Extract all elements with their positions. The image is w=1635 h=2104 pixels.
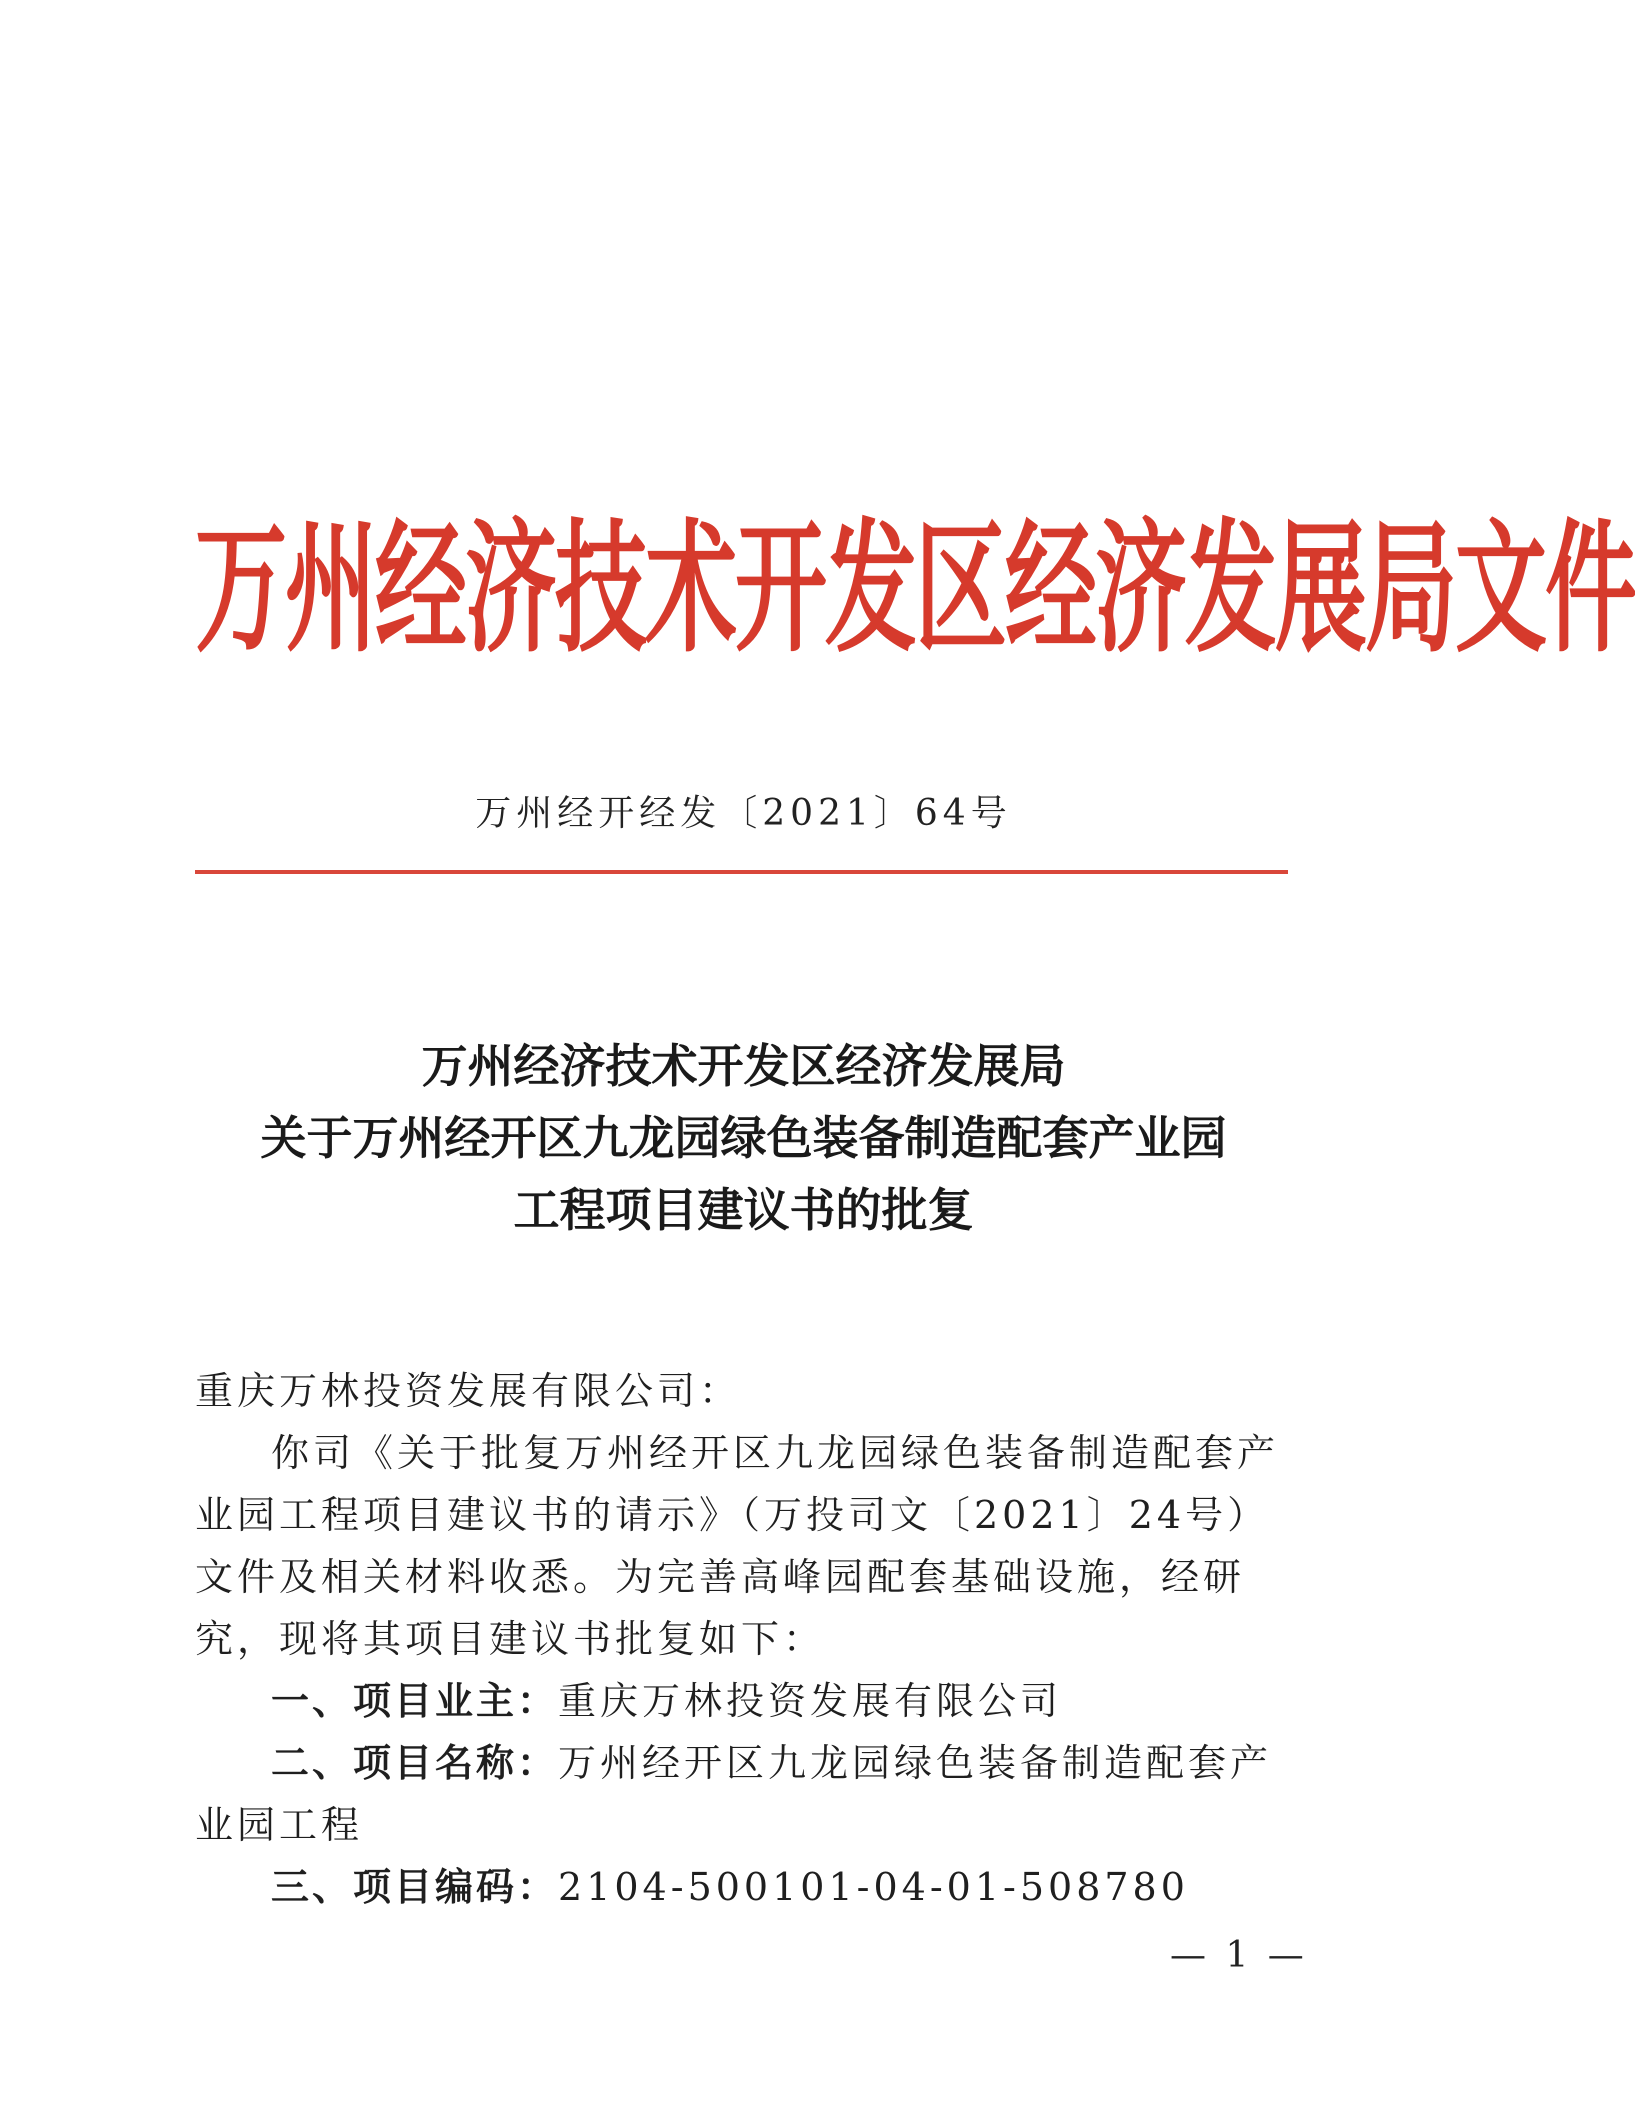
- item-value: 2104-500101-04-01-508780: [558, 1865, 1189, 1909]
- item-project-name: [195, 1732, 1295, 1856]
- body-paragraph: 你司《关于批复万州经开区九龙园绿色装备制造配套产业园工程项目建议书的请示》（万投司文〔2021〕24号）文件及相关材料收悉。为完善高峰园配套基础设施，经研究，现将其项目建议书批复如下：: [195, 1431, 1280, 1661]
- page-number: — 1 —: [1170, 1935, 1308, 1976]
- addressee: 重庆万林投资发展有限公司：: [195, 1369, 742, 1413]
- main-title-line-1: 万州经济技术开发区经济发展局: [421, 1039, 1066, 1093]
- item-label: 一、项目业主：: [271, 1679, 559, 1723]
- document-header-title: 万州经济技术开发区经济发展局文件: [195, 506, 1635, 673]
- item-label: 二、项目名称：: [271, 1741, 559, 1785]
- header-red-rule: [195, 870, 1288, 874]
- document-number: 万州经开经发〔2021〕64号: [475, 793, 1012, 834]
- main-title-line-2: 关于万州经开区九龙园绿色装备制造配套产业园: [260, 1111, 1227, 1165]
- document-body: [195, 1360, 1295, 1918]
- item-value: 万州经开区九龙园绿色装备制造配套产业园工程: [195, 1741, 1273, 1847]
- item-label: 三、项目编码：: [271, 1865, 559, 1909]
- main-title-line-3: 工程项目建议书的批复: [513, 1183, 974, 1237]
- item-value: 重庆万林投资发展有限公司: [558, 1679, 1063, 1723]
- document-main-title: [150, 1030, 1337, 1246]
- item-project-owner: [195, 1670, 1295, 1732]
- item-project-code: [195, 1856, 1295, 1918]
